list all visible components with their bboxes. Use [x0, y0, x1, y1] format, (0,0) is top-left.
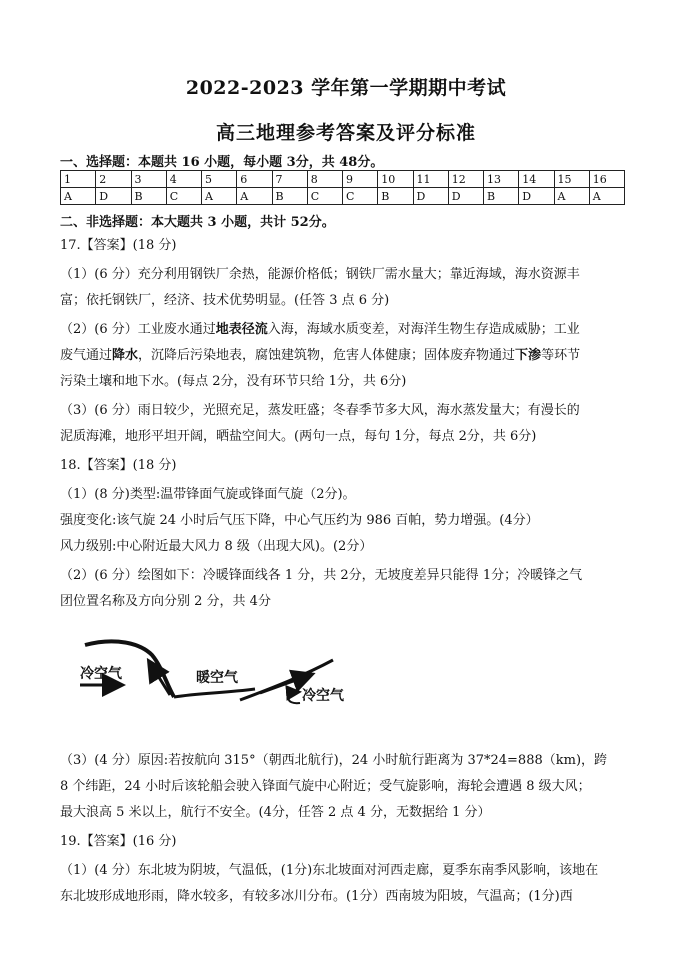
table-cell: 13 [484, 171, 519, 188]
table-cell: 6 [237, 171, 272, 188]
section-heading-nonchoice: 二、非选择题：本大题共 3 小题，共计 52分。 [60, 215, 335, 230]
q17-p3-line1: （3）(6 分）雨日较少，光照充足，蒸发旺盛；冬春季节多大风，海水蒸发量大；有漫长的 [60, 403, 580, 418]
section-heading-choice: 一、选择题：本题共 16 小题，每小题 3分，共 48分。 [60, 155, 384, 170]
table-cell: 4 [166, 171, 201, 188]
q18-line1: （1）(8 分)类型:温带锋面气旋或锋面气旋（2分)。 [60, 487, 356, 502]
table-cell: B [484, 188, 519, 205]
table-cell: A [61, 188, 96, 205]
table-cell: 15 [554, 171, 589, 188]
q19-line1: （1）(4 分）东北坡为阴坡，气温低，(1分)东北坡面对河西走廊，夏季东南季风影响，该地在 [60, 863, 599, 878]
cold-air-curl-arrow [288, 692, 300, 703]
q19-line2: 东北坡形成地形雨，降水较多，有较多冰川分布。(1分）西南坡为阳坡，气温高；(1分)西 [60, 889, 573, 904]
table-cell: A [237, 188, 272, 205]
text-run: 入海，海域水质变差，对海洋生物生存造成威胁；工业 [267, 322, 580, 337]
q18-line4: （2）(6 分）绘图如下：冷暖锋面线各 1 分，共 2分，无坡度差异只能得 1分；冷暖锋之气 [60, 568, 583, 583]
table-cell: D [448, 188, 483, 205]
table-cell: A [589, 188, 624, 205]
table-cell: 7 [272, 171, 307, 188]
table-cell: D [519, 188, 554, 205]
q18-line6: （3）(4 分）原因:若按航向 315°（朝西北航行)，24 小时航行距离为 37*24=888（km)，跨 [60, 753, 608, 768]
keyword: 下渗 [515, 348, 542, 363]
table-cell: 11 [413, 171, 448, 188]
table-row-answers [61, 188, 625, 205]
q17-p2-line1 [60, 320, 630, 340]
table-cell: 5 [202, 171, 237, 188]
table-cell: C [343, 188, 378, 205]
document-title: 2022-2023 学年第一学期期中考试 [185, 77, 507, 99]
table-cell: 9 [343, 171, 378, 188]
table-row-numbers [61, 171, 625, 188]
q18-header: 18.【答案】(18 分) [60, 458, 177, 473]
table-cell: D [96, 188, 131, 205]
q18-line5: 团位置名称及方向分别 2 分，共 4分 [60, 594, 271, 609]
table-cell: D [413, 188, 448, 205]
q19-header: 19.【答案】(16 分) [60, 834, 177, 849]
keyword: 降水 [112, 348, 139, 363]
q17-p1-line2: 富；依托钢铁厂，经济、技术优势明显。(任答 3 点 6 分) [60, 293, 390, 308]
q17-header: 17.【答案】(18 分) [60, 238, 177, 253]
table-cell: B [131, 188, 166, 205]
q17-p3-line2: 泥质海滩，地形平坦开阔，晒盐空间大。(两句一点，每句 1分，每点 2分，共 6分) [60, 429, 537, 444]
keyword: 地表径流 [215, 322, 268, 337]
table-cell: 10 [378, 171, 413, 188]
table-cell: B [272, 188, 307, 205]
warm-air-label: 暖空气 [196, 670, 238, 686]
cold-air-label-left: 冷空气 [80, 666, 122, 682]
q18-line2: 强度变化:该气旋 24 小时后气压下降，中心气压约为 986 百帕，势力增强。(4分） [60, 513, 539, 528]
table-cell: 2 [96, 171, 131, 188]
text-run: 废气通过 [60, 348, 113, 363]
q17-p1-line1: （1）(6 分）充分利用钢铁厂余热，能源价格低；钢铁厂需水量大；靠近海域，海水资源丰 [60, 267, 580, 282]
front-diagram [70, 625, 370, 720]
q18-line8: 最大浪高 5 米以上，航行不安全。(4分，任答 2 点 4 分，无数据给 1 分） [60, 805, 491, 820]
table-cell: C [166, 188, 201, 205]
q17-p2-line2 [60, 346, 630, 366]
table-cell: 14 [519, 171, 554, 188]
answer-table [60, 170, 625, 205]
cold-air-label-right: 冷空气 [302, 688, 344, 704]
warm-front-line-lower [174, 689, 255, 697]
table-cell: 1 [61, 171, 96, 188]
table-cell: 3 [131, 171, 166, 188]
table-cell: 12 [448, 171, 483, 188]
q18-line7: 8 个纬距，24 小时后该轮船会驶入锋面气旋中心附近；受气旋影响，海轮会遭遇 8 级大风； [60, 779, 591, 794]
document-subtitle: 高三地理参考答案及评分标准 [215, 122, 476, 144]
q18-line3: 风力级别:中心附近最大风力 8 级（出现大风)。(2分） [60, 539, 373, 554]
text-run: （2）(6 分）工业废水通过 [60, 322, 216, 337]
table-cell: B [378, 188, 413, 205]
text-run: 等环节 [541, 348, 581, 363]
q17-p2-line3: 污染土壤和地下水。(每点 2分，没有环节只给 1分，共 6分) [60, 374, 407, 389]
table-cell: A [202, 188, 237, 205]
text-run: ，沉降后污染地表，腐蚀建筑物，危害人体健康；固体废弃物通过 [138, 348, 516, 363]
table-cell: A [554, 188, 589, 205]
table-cell: 8 [307, 171, 342, 188]
table-cell: 16 [589, 171, 624, 188]
table-cell: C [307, 188, 342, 205]
